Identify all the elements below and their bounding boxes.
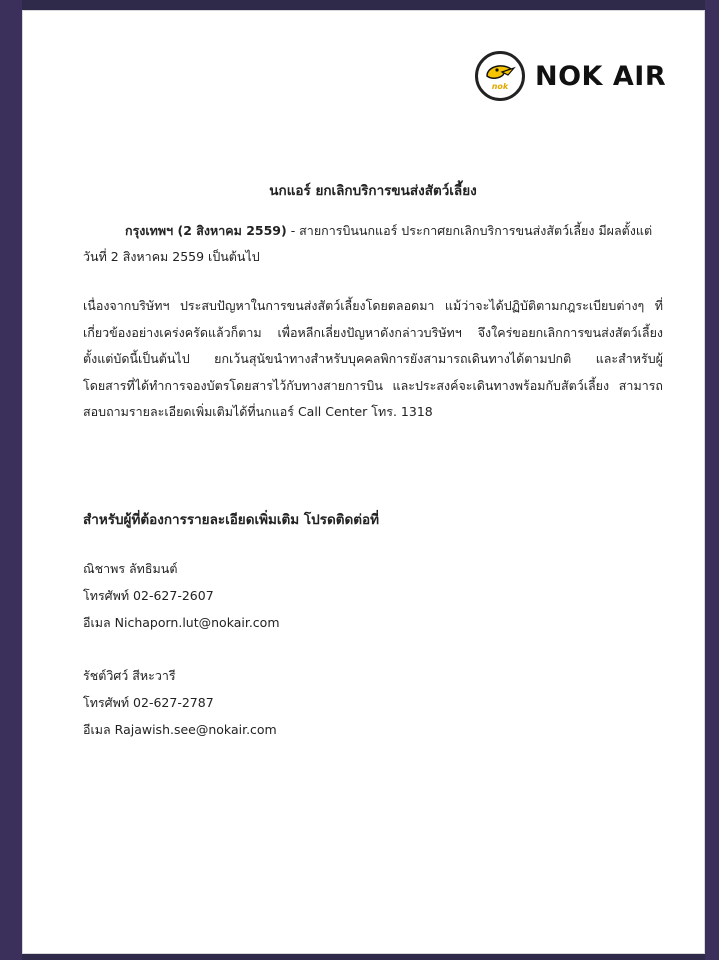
contact-heading: สำหรับผู้ที่ต้องการรายละเอียดเพิ่มเติม โปรดติดต่อที่ [83, 512, 380, 528]
nok-air-logo [475, 51, 666, 101]
document-title: นกแอร์ ยกเลิกบริการขนส่งสัตว์เลี้ยง [269, 183, 477, 199]
logo-wordmark: NOK AIR [535, 60, 667, 92]
nok-bird-logo-icon [475, 51, 525, 101]
contact-block [83, 662, 663, 743]
contact-block [83, 555, 663, 636]
contact-phone: โทรศัพท์ 02-627-2787 [83, 695, 214, 710]
press-dateline-paragraph [83, 218, 663, 270]
contact-email: อีเมล Rajawish.see@nokair.com [83, 722, 277, 737]
contact-name: รัชต์วิศว์ สีหะวารี [83, 668, 176, 683]
dateline-body: - สายการบินนกแอร์ ประกาศยกเลิกบริการขนส่งสัตว์เลี้ยง มีผลตั้งแต่ วันที่ 2 สิงหาคม 2559 เป็นต้นไป [83, 223, 653, 264]
dateline: กรุงเทพฯ (2 สิงหาคม 2559) [125, 223, 287, 238]
logo-mark-text: nok [491, 82, 509, 91]
body-paragraph: เนื่องจากบริษัทฯ ประสบปัญหาในการขนส่งสัตว์เลี้ยงโดยตลอดมา แม้ว่าจะได้ปฏิบัติตามกฎระเบียบต่างๆ ที่เกี่ยวข้องอย่างเคร่งครัดแล้วก็ตาม เพื่อหลีกเลี่ยงปัญหาดังกล่าวบริษัทฯ จึงใคร่ขอยกเลิกการขนส่งสัตว์เลี้ยง ตั้งแต่บัดนี้เป็นต้นไป ยกเว้นสุนัขนำทางสำหรับบุคคลพิการยังสามารถเดินทางได้ตามปกติ และสำหรับผู้โดยสารที่ได้ทำการจองบัตรโดยสารไว้กับทางสายการบิน และประสงค์จะเดินทางพร้อมกับสัตว์เลี้ยง สามารถสอบถามรายละเอียดเพิ่มเติมได้ที่นกแอร์ Call Center โทร. 1318 [83, 298, 663, 419]
contact-email: อีเมล Nichaporn.lut@nokair.com [83, 615, 280, 630]
window-frame-left [0, 0, 22, 960]
contact-phone: โทรศัพท์ 02-627-2607 [83, 588, 214, 603]
contact-name: ณิชาพร ลัทธิมนต์ [83, 561, 178, 576]
document-page [22, 10, 705, 954]
window-frame-right [705, 0, 719, 960]
